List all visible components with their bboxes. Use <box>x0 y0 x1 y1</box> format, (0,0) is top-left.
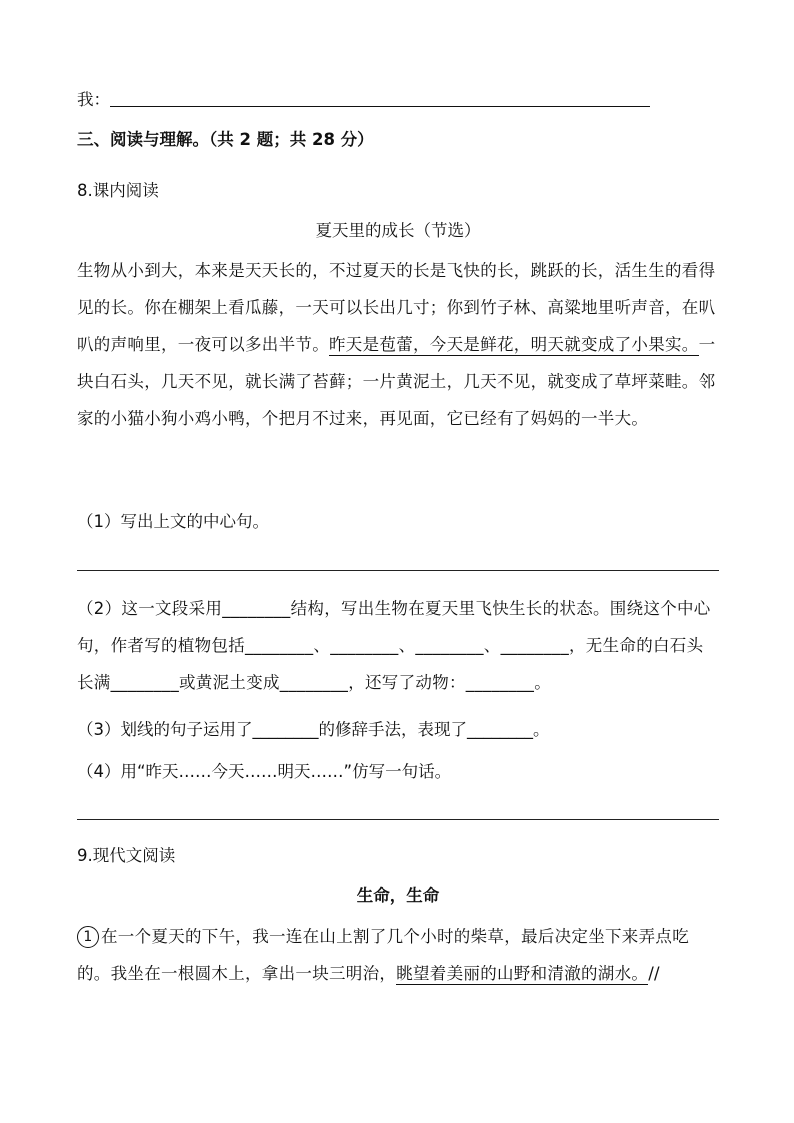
q9-passage-underlined: 眺望着美丽的山野和清澈的湖水。 <box>396 964 649 983</box>
q8-passage <box>77 252 719 437</box>
me-label: 我： <box>77 90 110 109</box>
q9-passage-after: // <box>648 964 660 983</box>
me-answer-blank[interactable] <box>110 92 650 107</box>
q9-passage-before: 在一个夏天的下午，我一连在山上割了几个小时的柴草，最后决定坐下来弄点吃的。我坐在一根圆木上，拿出一块三明治， <box>77 927 689 983</box>
me-answer-line <box>77 88 718 112</box>
section3-title: 三、阅读与理解。（共 2 题；共 28 分） <box>77 130 374 149</box>
q9-label: 9.现代文阅读 <box>77 846 176 865</box>
q9-passage <box>77 918 719 992</box>
q8-passage-underlined: 昨天是苞蕾，今天是鲜花，明天就变成了小果实。 <box>329 335 699 354</box>
q8-label: 8.课内阅读 <box>77 181 159 200</box>
q9-passage-title: 生命，生命 <box>356 886 440 905</box>
paragraph-number-badge: 1 <box>77 926 99 948</box>
q8-sub2: （2）这一文段采用________结构，写出生物在夏天里飞快生长的状态。围绕这个中心句，作者写的植物包括________、________、________、________，无生命的白石头长满________或黄泥土变成________，还写了动物：________。 <box>77 599 711 692</box>
q8-passage-title: 夏天里的成长（节选） <box>315 221 481 240</box>
q8-sub1-answer-line[interactable] <box>77 570 719 571</box>
q8-sub4: （4）用“昨天……今天……明天……”仿写一句话。 <box>77 762 452 781</box>
q8-sub1: （1）写出上文的中心句。 <box>77 512 269 531</box>
q8-sub3: （3）划线的句子运用了________的修辞手法，表现了________。 <box>77 720 550 739</box>
q8-passage-before: 生物从小到大，本来是天天长的，不过夏天的长是飞快的长，跳跃的长，活生生的看得见的长。你在棚架上看瓜藤，一天可以长出几寸；你到竹子林、高粱地里听声音，在叭叭的声响里，一夜可以多出半节。 <box>77 261 716 354</box>
q8-sub4-answer-line[interactable] <box>77 819 719 820</box>
q8-passage-after: 一块白石头，几天不见，就长满了苔藓；一片黄泥土，几天不见，就变成了草坪菜畦。邻家的小猫小狗小鸡小鸭，个把月不过来，再见面，它已经有了妈妈的一半大。 <box>77 335 716 428</box>
